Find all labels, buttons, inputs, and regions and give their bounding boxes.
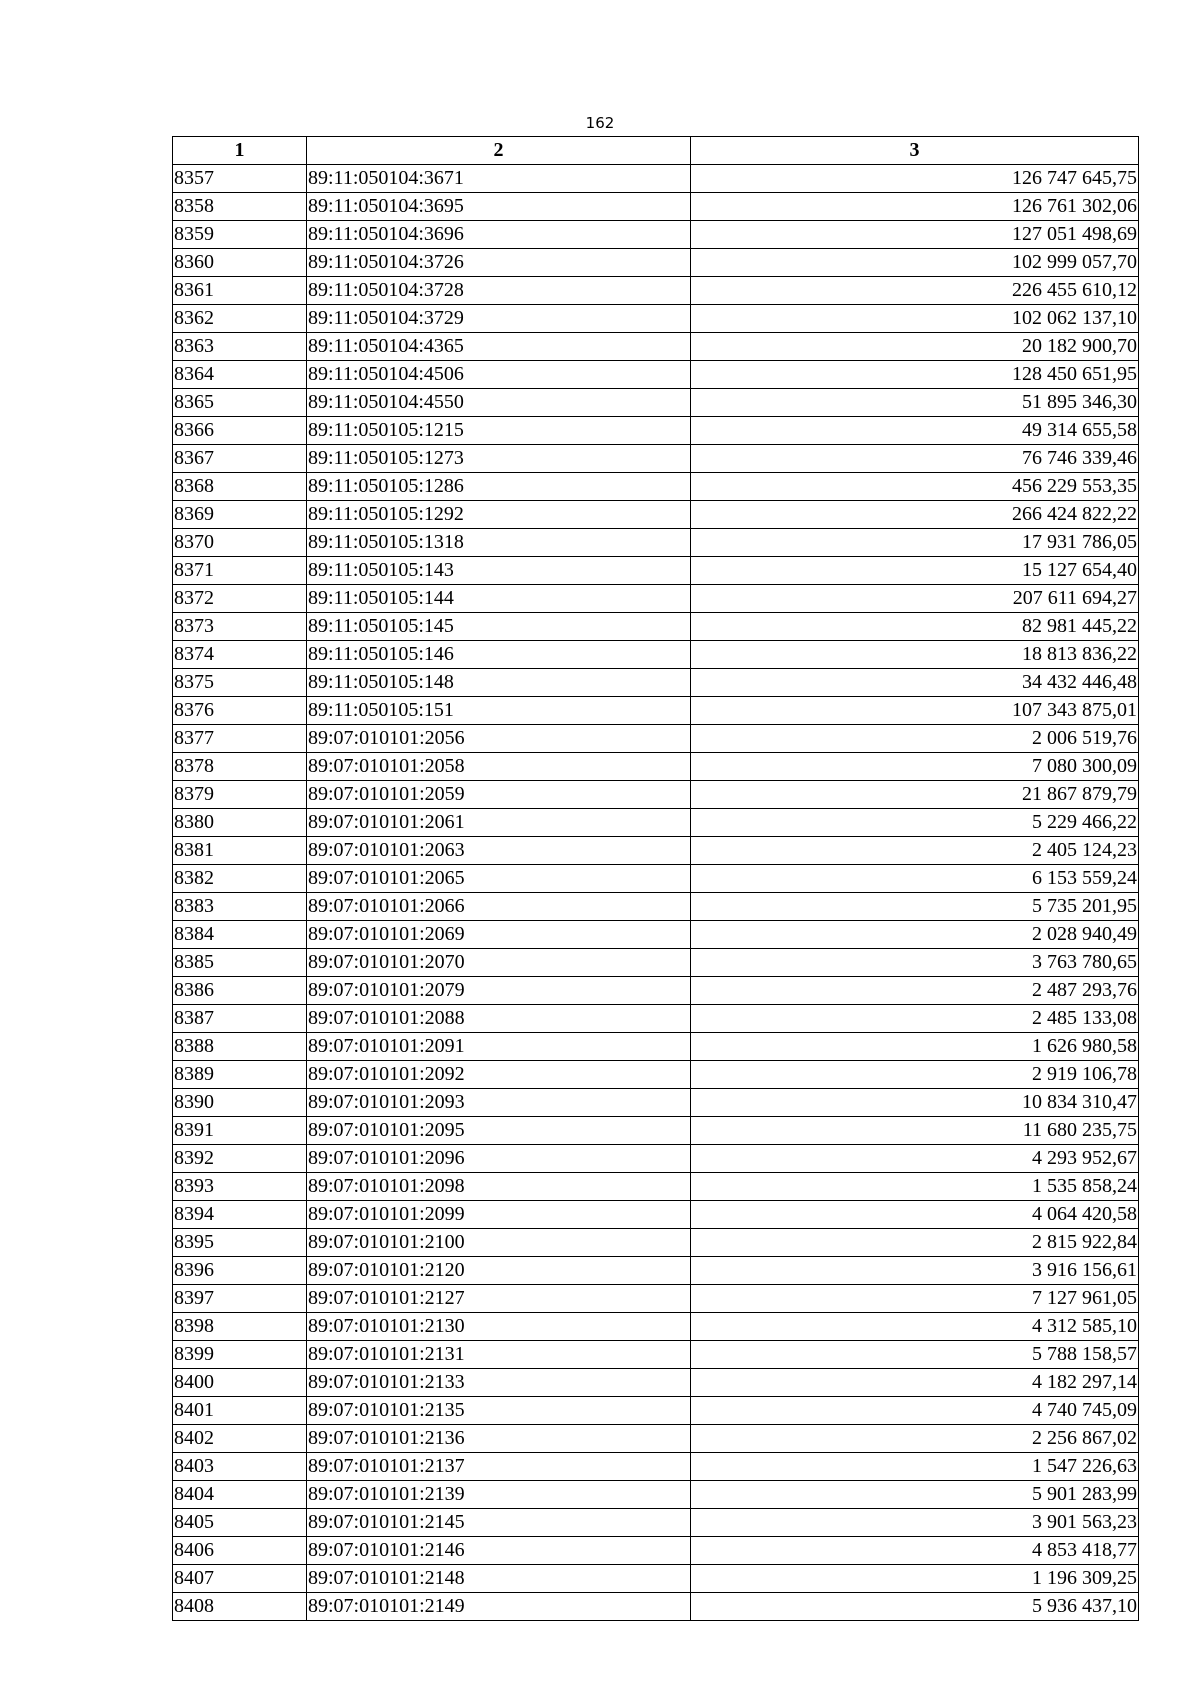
cadastral-number-cell: 89:11:050105:146 [307, 641, 691, 669]
value-cell: 4 312 585,10 [691, 1313, 1139, 1341]
value-cell: 126 761 302,06 [691, 193, 1139, 221]
table-row [173, 501, 1139, 529]
cadastral-number-cell: 89:11:050104:3729 [307, 305, 691, 333]
cadastral-number-cell: 89:07:010101:2100 [307, 1229, 691, 1257]
row-number-cell: 8394 [173, 1201, 307, 1229]
table-row [173, 977, 1139, 1005]
row-number-cell: 8361 [173, 277, 307, 305]
row-number-cell: 8370 [173, 529, 307, 557]
value-cell: 2 006 519,76 [691, 725, 1139, 753]
table-row [173, 753, 1139, 781]
row-number-cell: 8397 [173, 1285, 307, 1313]
table-row [173, 1033, 1139, 1061]
cadastral-number-cell: 89:07:010101:2135 [307, 1397, 691, 1425]
column-header-1: 1 [173, 137, 307, 165]
table-row [173, 1201, 1139, 1229]
table-row [173, 277, 1139, 305]
cadastral-number-cell: 89:07:010101:2069 [307, 921, 691, 949]
row-number-cell: 8387 [173, 1005, 307, 1033]
row-number-cell: 8407 [173, 1565, 307, 1593]
table-row [173, 1257, 1139, 1285]
row-number-cell: 8369 [173, 501, 307, 529]
value-cell: 5 735 201,95 [691, 893, 1139, 921]
row-number-cell: 8371 [173, 557, 307, 585]
row-number-cell: 8403 [173, 1453, 307, 1481]
cadastral-number-cell: 89:07:010101:2137 [307, 1453, 691, 1481]
row-number-cell: 8372 [173, 585, 307, 613]
row-number-cell: 8385 [173, 949, 307, 977]
table-row [173, 1537, 1139, 1565]
value-cell: 127 051 498,69 [691, 221, 1139, 249]
table-row [173, 641, 1139, 669]
table-row [173, 557, 1139, 585]
table-row [173, 1509, 1139, 1537]
value-cell: 20 182 900,70 [691, 333, 1139, 361]
value-cell: 76 746 339,46 [691, 445, 1139, 473]
value-cell: 21 867 879,79 [691, 781, 1139, 809]
value-cell: 4 853 418,77 [691, 1537, 1139, 1565]
table-row [173, 249, 1139, 277]
table-row [173, 1285, 1139, 1313]
row-number-cell: 8398 [173, 1313, 307, 1341]
value-cell: 7 080 300,09 [691, 753, 1139, 781]
cadastral-number-cell: 89:07:010101:2098 [307, 1173, 691, 1201]
table-row [173, 417, 1139, 445]
cadastral-number-cell: 89:07:010101:2145 [307, 1509, 691, 1537]
table-row [173, 949, 1139, 977]
row-number-cell: 8399 [173, 1341, 307, 1369]
table-row [173, 305, 1139, 333]
table-row [173, 893, 1139, 921]
data-table [172, 136, 1139, 1621]
row-number-cell: 8388 [173, 1033, 307, 1061]
value-cell: 102 062 137,10 [691, 305, 1139, 333]
table-row [173, 1313, 1139, 1341]
row-number-cell: 8401 [173, 1397, 307, 1425]
table-row [173, 529, 1139, 557]
cadastral-number-cell: 89:07:010101:2091 [307, 1033, 691, 1061]
value-cell: 3 901 563,23 [691, 1509, 1139, 1537]
cadastral-number-cell: 89:11:050105:1318 [307, 529, 691, 557]
row-number-cell: 8383 [173, 893, 307, 921]
cadastral-number-cell: 89:11:050105:1292 [307, 501, 691, 529]
value-cell: 2 028 940,49 [691, 921, 1139, 949]
table-row [173, 1173, 1139, 1201]
table-row [173, 361, 1139, 389]
table-row [173, 837, 1139, 865]
cadastral-number-cell: 89:07:010101:2066 [307, 893, 691, 921]
cadastral-number-cell: 89:11:050104:4506 [307, 361, 691, 389]
cadastral-number-cell: 89:07:010101:2056 [307, 725, 691, 753]
table-row [173, 1145, 1139, 1173]
value-cell: 2 919 106,78 [691, 1061, 1139, 1089]
cadastral-number-cell: 89:11:050104:3728 [307, 277, 691, 305]
value-cell: 11 680 235,75 [691, 1117, 1139, 1145]
cadastral-number-cell: 89:07:010101:2063 [307, 837, 691, 865]
table-row [173, 1397, 1139, 1425]
cadastral-number-cell: 89:07:010101:2139 [307, 1481, 691, 1509]
row-number-cell: 8376 [173, 697, 307, 725]
value-cell: 2 487 293,76 [691, 977, 1139, 1005]
row-number-cell: 8378 [173, 753, 307, 781]
value-cell: 102 999 057,70 [691, 249, 1139, 277]
row-number-cell: 8362 [173, 305, 307, 333]
row-number-cell: 8406 [173, 1537, 307, 1565]
table-row [173, 725, 1139, 753]
table-row [173, 1481, 1139, 1509]
value-cell: 456 229 553,35 [691, 473, 1139, 501]
cadastral-number-cell: 89:11:050105:1273 [307, 445, 691, 473]
row-number-cell: 8381 [173, 837, 307, 865]
cadastral-number-cell: 89:07:010101:2120 [307, 1257, 691, 1285]
row-number-cell: 8386 [173, 977, 307, 1005]
row-number-cell: 8368 [173, 473, 307, 501]
table-row [173, 221, 1139, 249]
cadastral-number-cell: 89:07:010101:2065 [307, 865, 691, 893]
value-cell: 34 432 446,48 [691, 669, 1139, 697]
cadastral-number-cell: 89:07:010101:2131 [307, 1341, 691, 1369]
cadastral-number-cell: 89:11:050105:148 [307, 669, 691, 697]
value-cell: 1 196 309,25 [691, 1565, 1139, 1593]
table-row [173, 165, 1139, 193]
cadastral-number-cell: 89:07:010101:2095 [307, 1117, 691, 1145]
value-cell: 10 834 310,47 [691, 1089, 1139, 1117]
table-row [173, 1425, 1139, 1453]
table-row [173, 865, 1139, 893]
table-row [173, 669, 1139, 697]
row-number-cell: 8359 [173, 221, 307, 249]
table-row [173, 1005, 1139, 1033]
row-number-cell: 8396 [173, 1257, 307, 1285]
value-cell: 2 256 867,02 [691, 1425, 1139, 1453]
cadastral-number-cell: 89:07:010101:2092 [307, 1061, 691, 1089]
cadastral-number-cell: 89:11:050105:1286 [307, 473, 691, 501]
cadastral-number-cell: 89:11:050105:144 [307, 585, 691, 613]
table-row [173, 781, 1139, 809]
cadastral-number-cell: 89:11:050104:3695 [307, 193, 691, 221]
value-cell: 107 343 875,01 [691, 697, 1139, 725]
cadastral-number-cell: 89:07:010101:2133 [307, 1369, 691, 1397]
cadastral-number-cell: 89:07:010101:2058 [307, 753, 691, 781]
cadastral-number-cell: 89:07:010101:2059 [307, 781, 691, 809]
row-number-cell: 8367 [173, 445, 307, 473]
value-cell: 5 901 283,99 [691, 1481, 1139, 1509]
row-number-cell: 8357 [173, 165, 307, 193]
value-cell: 126 747 645,75 [691, 165, 1139, 193]
row-number-cell: 8391 [173, 1117, 307, 1145]
row-number-cell: 8389 [173, 1061, 307, 1089]
table-body [173, 165, 1139, 1621]
value-cell: 1 547 226,63 [691, 1453, 1139, 1481]
cadastral-number-cell: 89:11:050105:143 [307, 557, 691, 585]
row-number-cell: 8365 [173, 389, 307, 417]
value-cell: 2 815 922,84 [691, 1229, 1139, 1257]
table-row [173, 697, 1139, 725]
cadastral-number-cell: 89:07:010101:2146 [307, 1537, 691, 1565]
table-row [173, 809, 1139, 837]
value-cell: 4 064 420,58 [691, 1201, 1139, 1229]
table-row [173, 585, 1139, 613]
table-row [173, 333, 1139, 361]
table-row [173, 1089, 1139, 1117]
row-number-cell: 8363 [173, 333, 307, 361]
row-number-cell: 8400 [173, 1369, 307, 1397]
cadastral-number-cell: 89:07:010101:2148 [307, 1565, 691, 1593]
table-row [173, 1341, 1139, 1369]
value-cell: 4 182 297,14 [691, 1369, 1139, 1397]
value-cell: 17 931 786,05 [691, 529, 1139, 557]
cadastral-number-cell: 89:11:050104:4550 [307, 389, 691, 417]
table-row [173, 1453, 1139, 1481]
value-cell: 51 895 346,30 [691, 389, 1139, 417]
cadastral-number-cell: 89:07:010101:2096 [307, 1145, 691, 1173]
table-row [173, 1061, 1139, 1089]
table-row [173, 1369, 1139, 1397]
row-number-cell: 8392 [173, 1145, 307, 1173]
value-cell: 4 293 952,67 [691, 1145, 1139, 1173]
cadastral-number-cell: 89:11:050104:3671 [307, 165, 691, 193]
page-number: 162 [585, 114, 615, 132]
cadastral-number-cell: 89:07:010101:2088 [307, 1005, 691, 1033]
table-row [173, 193, 1139, 221]
value-cell: 1 535 858,24 [691, 1173, 1139, 1201]
row-number-cell: 8373 [173, 613, 307, 641]
value-cell: 3 916 156,61 [691, 1257, 1139, 1285]
value-cell: 5 788 158,57 [691, 1341, 1139, 1369]
table-row [173, 1593, 1139, 1621]
value-cell: 207 611 694,27 [691, 585, 1139, 613]
value-cell: 6 153 559,24 [691, 865, 1139, 893]
cadastral-number-cell: 89:07:010101:2079 [307, 977, 691, 1005]
column-header-3: 3 [691, 137, 1139, 165]
table-row [173, 1229, 1139, 1257]
header-row [173, 137, 1139, 165]
cadastral-number-cell: 89:11:050105:145 [307, 613, 691, 641]
table-row [173, 473, 1139, 501]
cadastral-number-cell: 89:11:050104:3726 [307, 249, 691, 277]
cadastral-number-cell: 89:11:050105:151 [307, 697, 691, 725]
row-number-cell: 8379 [173, 781, 307, 809]
row-number-cell: 8374 [173, 641, 307, 669]
row-number-cell: 8375 [173, 669, 307, 697]
value-cell: 2 485 133,08 [691, 1005, 1139, 1033]
row-number-cell: 8358 [173, 193, 307, 221]
row-number-cell: 8390 [173, 1089, 307, 1117]
value-cell: 1 626 980,58 [691, 1033, 1139, 1061]
value-cell: 15 127 654,40 [691, 557, 1139, 585]
row-number-cell: 8382 [173, 865, 307, 893]
cadastral-number-cell: 89:07:010101:2149 [307, 1593, 691, 1621]
value-cell: 5 936 437,10 [691, 1593, 1139, 1621]
row-number-cell: 8405 [173, 1509, 307, 1537]
column-header-2: 2 [307, 137, 691, 165]
row-number-cell: 8364 [173, 361, 307, 389]
value-cell: 2 405 124,23 [691, 837, 1139, 865]
value-cell: 82 981 445,22 [691, 613, 1139, 641]
cadastral-number-cell: 89:07:010101:2093 [307, 1089, 691, 1117]
table-row [173, 389, 1139, 417]
table-row [173, 1117, 1139, 1145]
value-cell: 7 127 961,05 [691, 1285, 1139, 1313]
row-number-cell: 8408 [173, 1593, 307, 1621]
value-cell: 266 424 822,22 [691, 501, 1139, 529]
row-number-cell: 8360 [173, 249, 307, 277]
value-cell: 4 740 745,09 [691, 1397, 1139, 1425]
cadastral-number-cell: 89:07:010101:2127 [307, 1285, 691, 1313]
table-header [173, 137, 1139, 165]
value-cell: 49 314 655,58 [691, 417, 1139, 445]
table-row [173, 613, 1139, 641]
value-cell: 226 455 610,12 [691, 277, 1139, 305]
row-number-cell: 8380 [173, 809, 307, 837]
row-number-cell: 8402 [173, 1425, 307, 1453]
cadastral-number-cell: 89:11:050105:1215 [307, 417, 691, 445]
row-number-cell: 8395 [173, 1229, 307, 1257]
table-row [173, 1565, 1139, 1593]
row-number-cell: 8393 [173, 1173, 307, 1201]
row-number-cell: 8384 [173, 921, 307, 949]
cadastral-number-cell: 89:07:010101:2061 [307, 809, 691, 837]
row-number-cell: 8404 [173, 1481, 307, 1509]
table-row [173, 445, 1139, 473]
value-cell: 128 450 651,95 [691, 361, 1139, 389]
cadastral-number-cell: 89:07:010101:2130 [307, 1313, 691, 1341]
row-number-cell: 8377 [173, 725, 307, 753]
row-number-cell: 8366 [173, 417, 307, 445]
value-cell: 5 229 466,22 [691, 809, 1139, 837]
cadastral-number-cell: 89:07:010101:2070 [307, 949, 691, 977]
value-cell: 3 763 780,65 [691, 949, 1139, 977]
cadastral-number-cell: 89:11:050104:4365 [307, 333, 691, 361]
cadastral-number-cell: 89:07:010101:2136 [307, 1425, 691, 1453]
cadastral-number-cell: 89:07:010101:2099 [307, 1201, 691, 1229]
value-cell: 18 813 836,22 [691, 641, 1139, 669]
table-row [173, 921, 1139, 949]
cadastral-number-cell: 89:11:050104:3696 [307, 221, 691, 249]
